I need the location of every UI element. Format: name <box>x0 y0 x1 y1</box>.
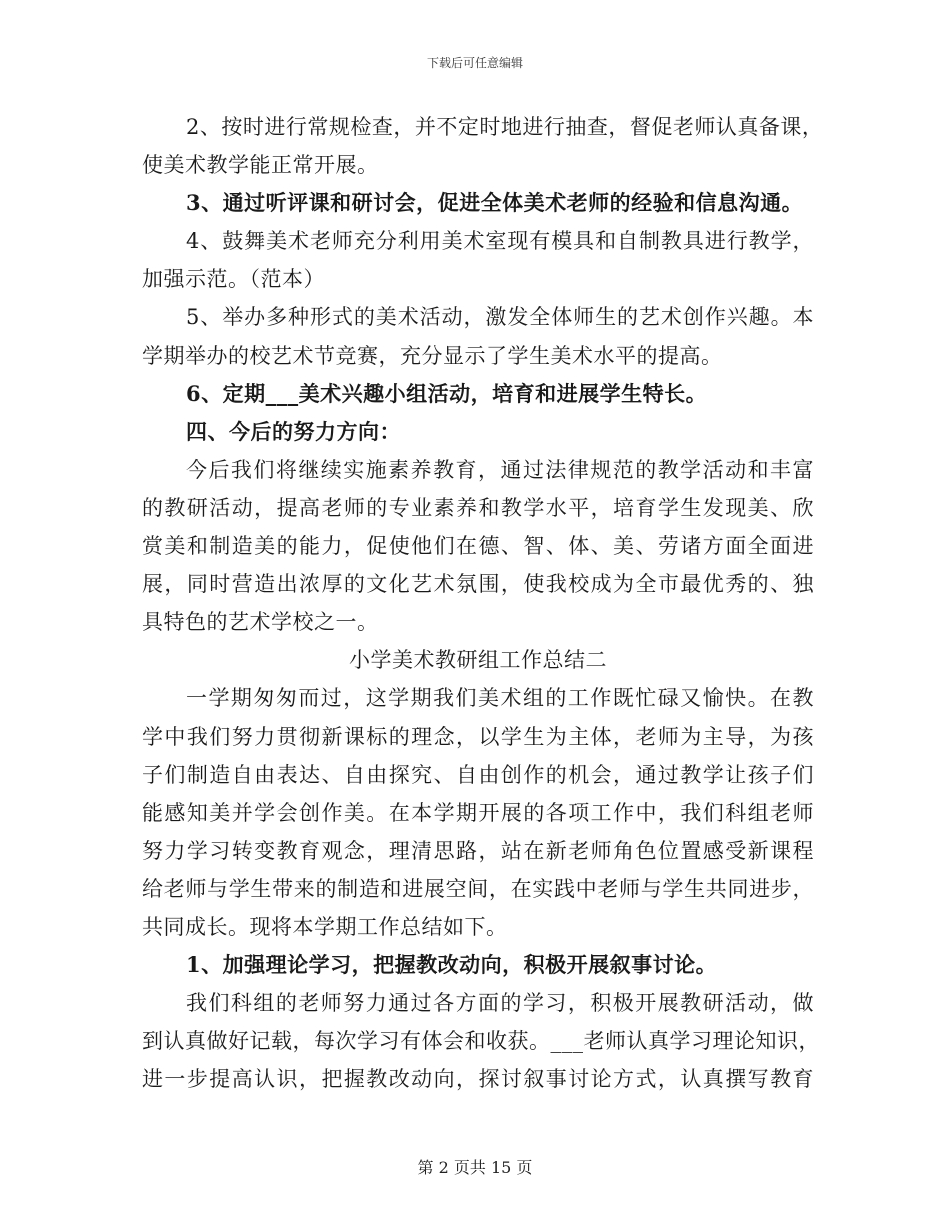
paragraph-line: 学中我们努力贯彻新课标的理念，以学生为主体，老师为主导，为孩 <box>142 724 814 749</box>
paragraph-line: 努力学习转变教育观念，理清思路，站在新老师角色位置感受新课程 <box>142 838 814 863</box>
paragraph-line: 学期举办的校艺术节竞赛，充分显示了学生美术水平的提高。 <box>142 343 723 368</box>
paragraph-line: 5、举办多种形式的美术活动，激发全体师生的艺术创作兴趣。本 <box>186 305 814 330</box>
paragraph-line: 赏美和制造美的能力，促使他们在德、智、体、美、劳诸方面全面进 <box>142 534 814 559</box>
paragraph-line: 今后我们将继续实施素养教育，通过法律规范的教学活动和丰富 <box>186 457 814 482</box>
paragraph-line: 进一步提高认识，把握教改动向，探讨叙事讨论方式，认真撰写教育 <box>142 1067 814 1092</box>
bold-heading-line: 6、定期___美术兴趣小组活动，培育和进展学生特长。 <box>186 380 708 406</box>
section-heading: 四、今后的努力方向： <box>186 418 401 444</box>
paragraph-line: 使美术教学能正常开展。 <box>142 153 379 178</box>
paragraph-line: 到认真做好记载，每次学习有体会和收获。___老师认真学习理论知识， <box>142 1029 820 1054</box>
paragraph-line: 我们科组的老师努力通过各方面的学习，积极开展教研活动，做 <box>186 991 814 1016</box>
page-footer: 第 2 页共 15 页 <box>417 1158 533 1177</box>
paragraph-line: 加强示范。（范本） <box>142 267 325 292</box>
document-body <box>142 108 824 1098</box>
paragraph-line: 给老师与学生带来的制造和进展空间，在实践中老师与学生共同进步， <box>142 876 814 901</box>
paragraph-line: 一学期匆匆而过，这学期我们美术组的工作既忙碌又愉快。在教 <box>186 686 814 711</box>
paragraph-line: 4、鼓舞美术老师充分利用美术室现有模具和自制教具进行教学， <box>186 229 814 254</box>
paragraph-line: 具特色的艺术学校之一。 <box>142 610 379 635</box>
paragraph-line: 共同成长。现将本学期工作总结如下。 <box>142 914 508 939</box>
paragraph-line: 的教研活动，提高老师的专业素养和教学水平，培育学生发现美、欣 <box>142 495 814 520</box>
page-header: 下载后可任意编辑 <box>426 56 523 70</box>
bold-heading-line: 3、通过听评课和研讨会，促进全体美术老师的经验和信息沟通。 <box>186 190 804 216</box>
paragraph-line: 子们制造自由表达、自由探究、自由创作的机会，通过教学让孩子们 <box>142 762 814 787</box>
bold-heading-line: 1、加强理论学习，把握教改动向，积极开展叙事讨论。 <box>186 952 718 978</box>
section-title: 小学美术教研组工作总结二 <box>349 648 607 673</box>
paragraph-line: 展，同时营造出浓厚的文化艺术氛围，使我校成为全市最优秀的、独 <box>142 572 814 597</box>
paragraph-line: 2、按时进行常规检查，并不定时地进行抽查，督促老师认真备课， <box>186 115 824 139</box>
paragraph-line: 能感知美并学会创作美。在本学期开展的各项工作中，我们科组老师 <box>142 800 814 825</box>
